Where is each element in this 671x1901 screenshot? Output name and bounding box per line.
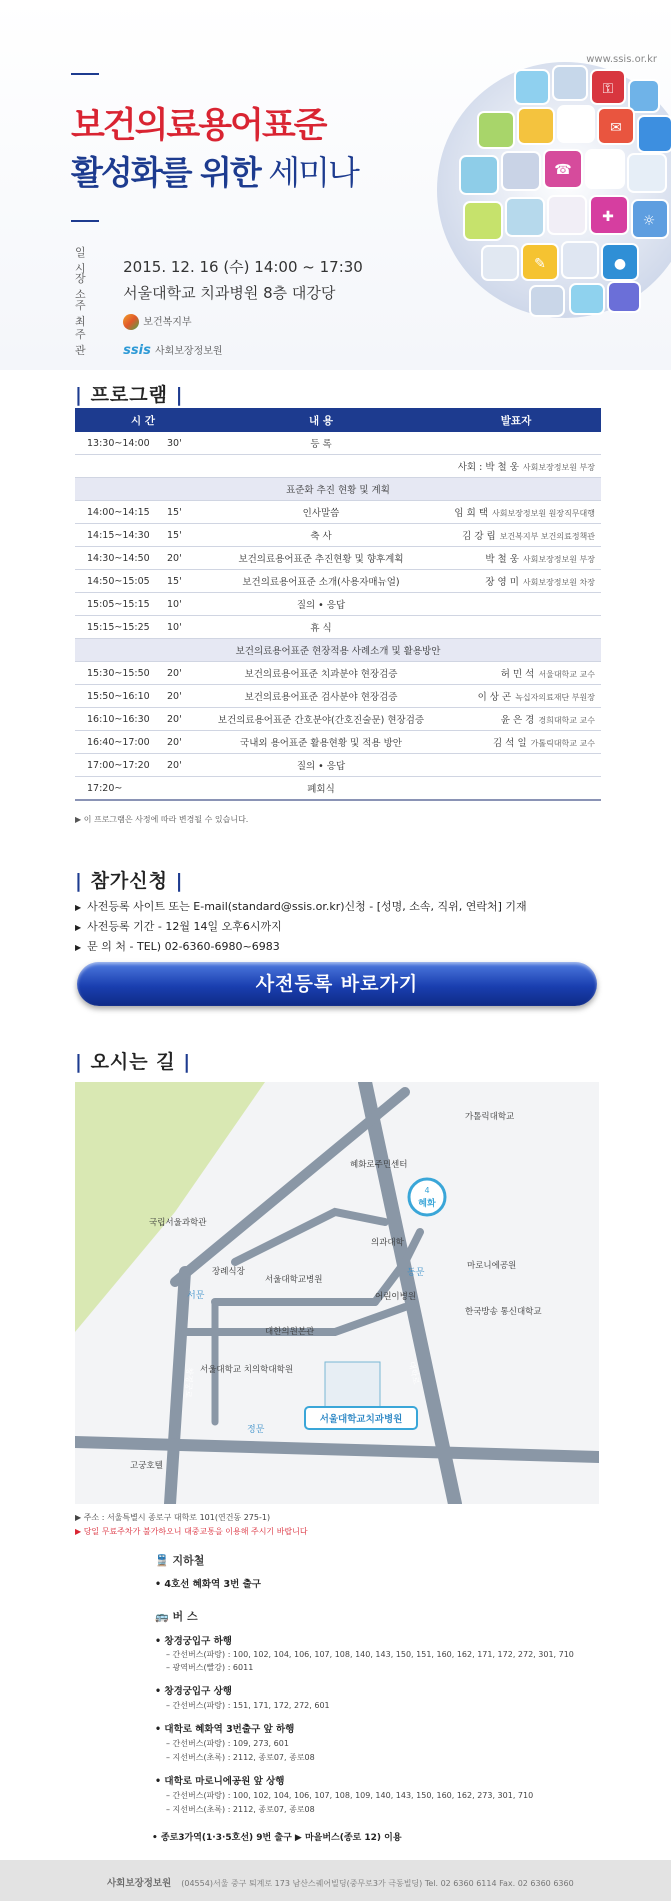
program-section-label: 보건의료용어표준 현장적용 사례소개 및 활용방안 xyxy=(75,639,601,662)
bus-route-line: – 광역버스(빨강) : 6011 xyxy=(166,1663,254,1672)
jongno-line: • 종로3가역(1·3·5호선) 9번 출구 ▶ 마을버스(종로 12) 이용 xyxy=(152,1833,402,1843)
registration-line-period-text: 사전등록 기간 - 12월 14일 오후6시까지 xyxy=(87,920,282,933)
info-host xyxy=(75,297,192,330)
header-banner xyxy=(0,0,671,370)
globe-icon: ☼ xyxy=(642,213,656,229)
lock-icon: ⚿ xyxy=(602,81,614,97)
dental-hospital-building xyxy=(325,1362,380,1407)
program-row xyxy=(75,501,601,524)
presenter-name: 허 민 석 xyxy=(500,669,535,680)
label-gogung: 고궁호텔 xyxy=(130,1461,163,1471)
program-duration: 10' xyxy=(167,593,211,616)
program-item: 국내외 용어표준 활용현황 및 적용 방안 xyxy=(211,731,431,754)
ssis-logo: ssis xyxy=(123,343,151,358)
program-item: 보건의료용어표준 추진현황 및 향후계획 xyxy=(211,547,431,570)
label-dental-college: 서울대학교 치의학대학원 xyxy=(200,1365,294,1375)
presenter-org: 사회보장정보원 원장직무대행 xyxy=(491,509,595,518)
program-item: 보건의료용어표준 소개(사용자매뉴얼) xyxy=(211,570,431,593)
program-table xyxy=(75,408,601,801)
program-duration: 30' xyxy=(167,432,211,455)
program-duration: 20' xyxy=(167,731,211,754)
info-venue-label: 장 소 xyxy=(75,272,94,301)
bus-route-line: – 간선버스(파랑) : 151, 171, 172, 272, 601 xyxy=(166,1701,330,1710)
program-time: 14:15~14:30 xyxy=(75,524,167,547)
label-east-gate: 동문 xyxy=(407,1268,425,1278)
title-line2-light: 세미나 xyxy=(259,153,358,192)
program-time: 15:50~16:10 xyxy=(75,685,167,708)
program-presenter xyxy=(431,570,601,593)
presenter-name: 윤 은 경 xyxy=(500,715,535,726)
program-duration: 20' xyxy=(167,754,211,777)
info-date-label: 일 시 xyxy=(75,246,94,275)
program-time: 17:20~ xyxy=(75,777,167,801)
app-icon-orb xyxy=(420,40,671,340)
program-presenter xyxy=(431,524,601,547)
program-section-label: 표준화 추진 현황 및 계획 xyxy=(75,478,601,501)
bus-group-title-text: 대학로 마로니에공원 앞 상행 xyxy=(164,1776,285,1787)
label-road-daehakro: 대학로 xyxy=(407,1360,421,1386)
bus-heading xyxy=(155,1608,198,1624)
presenter-org: 녹십자의료재단 부원장 xyxy=(515,693,595,702)
program-presenter xyxy=(431,616,601,639)
footer-contact: (04554)서울 중구 퇴계로 173 남산스퀘어빌딩(중무로3가 극동빌딩) Tel. 02 6360 6114 Fax. 02 6360 6360 xyxy=(181,1879,574,1888)
program-time: 17:00~17:20 xyxy=(75,754,167,777)
program-item: 인사말씀 xyxy=(211,501,431,524)
col-header-time: 시 간 xyxy=(75,408,211,432)
bus-group-title: • 대학로 마로니에공원 앞 상행 xyxy=(155,1776,285,1787)
program-duration: 20' xyxy=(167,685,211,708)
program-presenter xyxy=(431,662,601,685)
subway-heading xyxy=(155,1552,204,1568)
presenter-name: 김 석 일 xyxy=(493,738,527,749)
program-time: 15:30~15:50 xyxy=(75,662,167,685)
presenter-name: 사회 : 박 철 웅 xyxy=(457,462,519,473)
info-date-value: 2015. 12. 16 (수) 14:00 ~ 17:30 xyxy=(123,258,363,276)
program-item: 휴 식 xyxy=(211,616,431,639)
bus-group-title: • 창경궁입구 하행 xyxy=(155,1636,232,1647)
program-presenter xyxy=(431,685,601,708)
registration-line-contact-text: 문 의 처 - TEL) 02-6360-6980~6983 xyxy=(87,940,280,953)
col-header-presenter: 발표자 xyxy=(431,408,601,432)
label-west-gate: 서문 xyxy=(187,1291,205,1301)
info-host-label: 주 최 xyxy=(75,299,94,328)
info-organizer xyxy=(75,326,223,358)
address-line: ▶ 주소 : 서울특별시 종로구 대학로 101(연건동 275-1) xyxy=(75,1513,271,1522)
program-item: 질의 • 응답 xyxy=(211,754,431,777)
label-dental-hospital: 서울대학교치과병원 xyxy=(319,1414,403,1425)
bus-icon: 🚌 xyxy=(155,1610,169,1623)
label-marronnier: 마로니에공원 xyxy=(467,1261,517,1271)
program-duration: 15' xyxy=(167,524,211,547)
program-duration: 20' xyxy=(167,662,211,685)
presenter-org: 사회보장정보원 차장 xyxy=(522,578,595,587)
presenter-name: 김 강 립 xyxy=(462,531,496,542)
presenter-name: 이 상 곤 xyxy=(477,692,512,703)
program-section-row xyxy=(75,639,601,662)
program-row xyxy=(75,432,601,455)
presenter-name: 임 희 택 xyxy=(454,508,488,519)
program-row xyxy=(75,731,601,754)
presenter-name: 장 영 미 xyxy=(485,577,519,588)
title-line2-bold: 활성화를 위한 xyxy=(71,153,260,192)
presenter-org: 경희대학교 교수 xyxy=(538,716,595,725)
program-presenter xyxy=(431,547,601,570)
page-title-line2 xyxy=(71,147,358,194)
bus-group-title-text: 창경궁입구 상행 xyxy=(164,1686,232,1697)
program-time: 14:30~14:50 xyxy=(75,547,167,570)
registration-title-text: 참가신청 xyxy=(90,870,168,892)
presenter-org: 서울대학교 교수 xyxy=(538,670,595,679)
bus-route-line: – 간선버스(파랑) : 109, 273, 601 xyxy=(166,1739,289,1748)
address-text: 주소 : 서울특별시 종로구 대학로 101(연건동 275-1) xyxy=(83,1513,271,1522)
bus-route-line: – 간선버스(파랑) : 100, 102, 104, 106, 107, 108, 109, 140, 143, 150, 160, 162, 273, 301, 710 xyxy=(166,1791,534,1800)
program-row xyxy=(75,685,601,708)
title-rule-bottom xyxy=(71,220,99,222)
program-time: 16:10~16:30 xyxy=(75,708,167,731)
bus-heading-text: 버 스 xyxy=(172,1610,198,1623)
parking-note-text: 당일 무료주차가 불가하오니 대중교통을 이용해 주시기 바랍니다 xyxy=(83,1527,308,1536)
info-host-value: 보건복지부 xyxy=(143,317,192,328)
bus-group-title-text: 대학로 혜화역 3번출구 앞 하행 xyxy=(164,1724,295,1735)
pen-icon: ✎ xyxy=(534,256,546,272)
presenter-org: 보건복지부 보건의료정책관 xyxy=(499,532,595,541)
program-item: 질의 • 응답 xyxy=(211,593,431,616)
program-time: 13:30~14:00 xyxy=(75,432,167,455)
program-note-text: 이 프로그램은 사정에 따라 변경될 수 있습니다. xyxy=(83,815,249,824)
program-item: 폐회식 xyxy=(211,777,431,801)
subway-station-marker xyxy=(409,1179,445,1215)
program-time: 15:15~15:25 xyxy=(75,616,167,639)
presenter-name: 박 철 웅 xyxy=(485,554,519,565)
program-row xyxy=(75,777,601,801)
registration-line-contact: ▶ 문 의 처 - TEL) 02-6360-6980~6983 xyxy=(75,940,280,953)
program-duration xyxy=(167,455,211,478)
bus-group-title: • 대학로 혜화역 3번출구 앞 하행 xyxy=(155,1724,295,1735)
presenter-org: 사회보장정보원 부장 xyxy=(522,463,595,472)
label-children-hospital: 어린이병원 xyxy=(375,1292,417,1302)
parking-note: ▶ 당일 무료주차가 불가하오니 대중교통을 이용해 주시기 바랍니다 xyxy=(75,1527,308,1536)
title-rule-top xyxy=(71,73,99,75)
program-item: 보건의료용어표준 간호분야(간호진술문) 현장검증 xyxy=(211,708,431,731)
info-organizer-value: 사회보장정보원 xyxy=(154,346,223,357)
registration-line-period: ▶ 사전등록 기간 - 12월 14일 오후6시까지 xyxy=(75,920,282,933)
subway-icon: 🚆 xyxy=(155,1554,169,1567)
directions-title-text: 오시는 길 xyxy=(90,1051,176,1073)
program-item: 축 사 xyxy=(211,524,431,547)
wifi-icon: ● xyxy=(613,256,627,272)
program-duration: 15' xyxy=(167,570,211,593)
footer-org: 사회보장정보원 xyxy=(107,1878,172,1889)
program-row xyxy=(75,708,601,731)
location-map[interactable] xyxy=(75,1082,599,1504)
label-main-gate: 정문 xyxy=(247,1425,265,1435)
label-hyehwa-center: 혜화로주민센터 xyxy=(350,1160,408,1170)
col-header-content: 내 용 xyxy=(211,408,431,432)
program-time: 16:40~17:00 xyxy=(75,731,167,754)
program-item: 보건의료용어표준 치과분야 현장검증 xyxy=(211,662,431,685)
subway-item-text: 4호선 혜화역 3번 출구 xyxy=(164,1579,261,1590)
program-duration xyxy=(167,777,211,801)
program-title-text: 프로그램 xyxy=(90,384,168,406)
registration-section-title: | 참가신청 | xyxy=(75,870,184,892)
program-row xyxy=(75,570,601,593)
program-table-header xyxy=(75,408,601,432)
program-presenter xyxy=(431,593,601,616)
bus-group-title-text: 창경궁입구 하행 xyxy=(164,1636,232,1647)
bus-route-line: – 지선버스(초록) : 2112, 종로07, 종로08 xyxy=(166,1753,315,1762)
label-knou: 한국방송 통신대학교 xyxy=(465,1307,542,1317)
station-name: 혜화 xyxy=(418,1199,436,1209)
site-url[interactable]: www.ssis.or.kr xyxy=(586,54,657,65)
pre-registration-button[interactable]: 사전등록 바로가기 xyxy=(77,962,597,1006)
program-row xyxy=(75,547,601,570)
plus-icon: ✚ xyxy=(602,209,614,225)
program-time xyxy=(75,455,167,478)
program-row xyxy=(75,662,601,685)
program-section-title: | 프로그램 | xyxy=(75,384,184,406)
program-table-body xyxy=(75,432,601,800)
program-duration: 10' xyxy=(167,616,211,639)
program-item: 등 록 xyxy=(211,432,431,455)
presenter-org: 가톨릭대학교 교수 xyxy=(530,739,595,748)
program-presenter xyxy=(431,754,601,777)
mail-icon: ✉ xyxy=(610,120,622,136)
directions-section-title: | 오시는 길 | xyxy=(75,1051,192,1073)
program-presenter xyxy=(431,501,601,524)
station-number: 4 xyxy=(424,1186,430,1195)
info-venue-value: 서울대학교 치과병원 8층 대강당 xyxy=(123,284,336,302)
program-section-row xyxy=(75,478,601,501)
label-road-changgyeonggung: 창경궁로 xyxy=(183,1366,194,1399)
bus-route-line: – 간선버스(파랑) : 100, 102, 104, 106, 107, 108, 140, 143, 150, 151, 160, 162, 171, 172, 272, 301, 710 xyxy=(166,1650,574,1659)
program-row xyxy=(75,455,601,478)
footer-text xyxy=(107,1875,574,1889)
program-row xyxy=(75,524,601,547)
program-time: 15:05~15:15 xyxy=(75,593,167,616)
label-snuh: 서울대학교병원 xyxy=(265,1275,323,1285)
bus-group-title: • 창경궁입구 상행 xyxy=(155,1686,232,1697)
program-presenter xyxy=(431,432,601,455)
program-duration: 20' xyxy=(167,547,211,570)
info-organizer-label: 주 관 xyxy=(75,328,94,357)
subway-heading-text: 지하철 xyxy=(172,1554,205,1567)
bus-route-line: – 지선버스(초록) : 2112, 종로07, 종로08 xyxy=(166,1805,315,1814)
label-catholic: 가톨릭대학교 xyxy=(465,1112,515,1122)
label-main-building: 대한의원본관 xyxy=(265,1327,315,1337)
chat-icon: ☎ xyxy=(554,162,572,178)
registration-line-site-text: 사전등록 사이트 또는 E-mail(standard@ssis.or.kr)신청 - [성명, 소속, 직위, 연락처] 기재 xyxy=(87,900,527,913)
presenter-org: 사회보장정보원 부장 xyxy=(522,555,595,564)
program-presenter xyxy=(431,731,601,754)
label-science-museum: 국립서울과학관 xyxy=(149,1218,207,1228)
label-funeral: 장례식장 xyxy=(212,1267,245,1277)
page-title-line1: 보건의료용어표준 xyxy=(71,106,326,146)
program-presenter xyxy=(431,777,601,801)
program-note: ▶ 이 프로그램은 사정에 따라 변경될 수 있습니다. xyxy=(75,815,249,824)
subway-item: • 4호선 혜화역 3번 출구 xyxy=(155,1579,261,1590)
program-item: 보건의료용어표준 검사분야 현장검증 xyxy=(211,685,431,708)
program-item xyxy=(211,455,431,478)
program-time: 14:00~14:15 xyxy=(75,501,167,524)
registration-line-site: ▶ 사전등록 사이트 또는 E-mail(standard@ssis.or.kr)신청 - [성명, 소속, 직위, 연락처] 기재 xyxy=(75,900,527,913)
program-duration: 20' xyxy=(167,708,211,731)
program-row xyxy=(75,593,601,616)
program-time: 14:50~15:05 xyxy=(75,570,167,593)
program-presenter xyxy=(431,708,601,731)
program-presenter xyxy=(431,455,601,478)
program-duration: 15' xyxy=(167,501,211,524)
program-row xyxy=(75,754,601,777)
label-medical-college: 의과대학 xyxy=(371,1238,404,1248)
program-row xyxy=(75,616,601,639)
